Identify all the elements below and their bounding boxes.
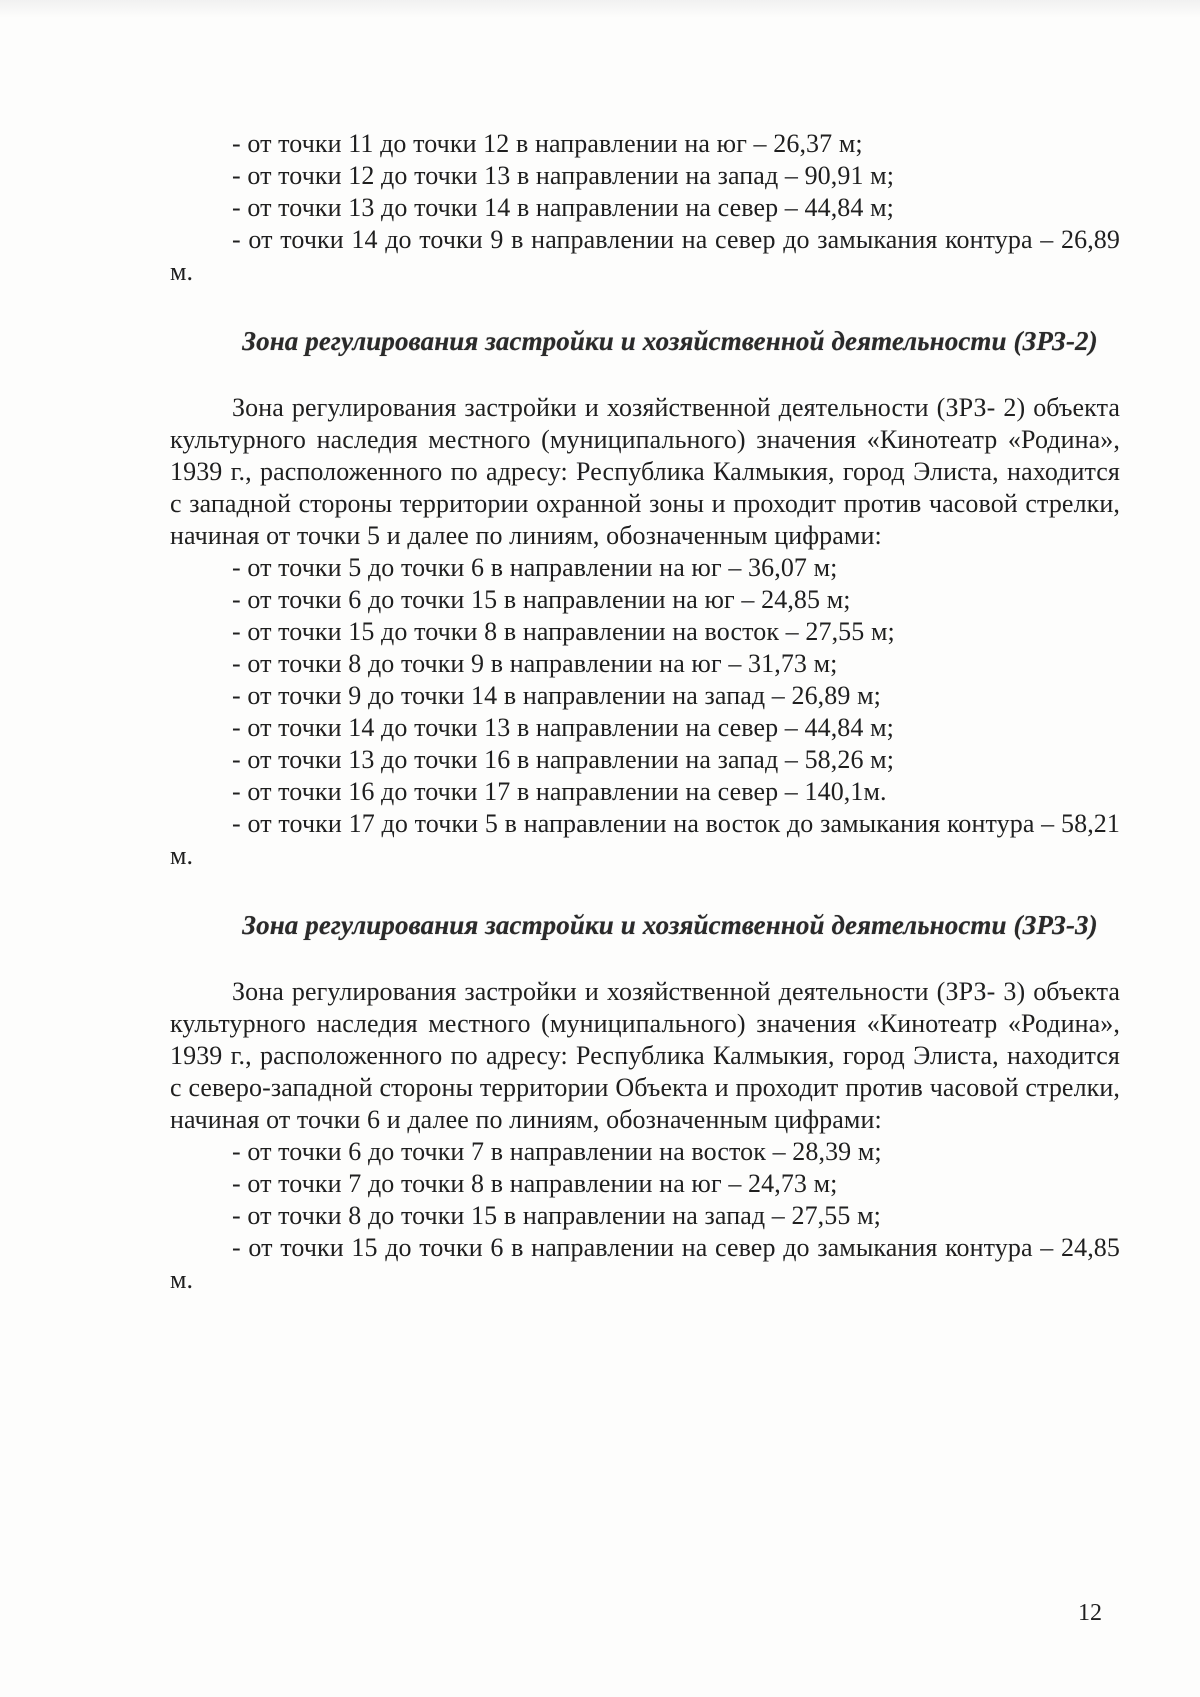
list-item: - от точки 14 до точки 9 в направлении на север до замыкания контура – 26,89 м. bbox=[170, 225, 1120, 286]
section2-heading: Зона регулирования застройки и хозяйственной деятельности (ЗРЗ-2) bbox=[242, 326, 1098, 356]
section3-list bbox=[170, 1136, 1120, 1296]
section2-paragraph: Зона регулирования застройки и хозяйственной деятельности (ЗРЗ- 2) объекта культурного наследия местного (муниципального) значения «Кинотеатр «Родина», 1939 г., расположенного по адресу: Республика Калмыкия, город Элиста, находится с западной стороны территории охранной зоны и проходит против часовой стрелки, начиная от точки 5 и далее по линиям, обозначенным цифрами: bbox=[170, 393, 1120, 550]
list-item: - от точки 8 до точки 15 в направлении на запад – 27,55 м; bbox=[232, 1201, 881, 1230]
list-item: - от точки 13 до точки 14 в направлении на север – 44,84 м; bbox=[232, 193, 894, 222]
section3-paragraph: Зона регулирования застройки и хозяйственной деятельности (ЗРЗ- 3) объекта культурного наследия местного (муниципального) значения «Кинотеатр «Родина», 1939 г., расположенного по адресу: Республика Калмыкия, город Элиста, находится с северо-западной стороны территории Объекта и проходит против часовой стрелки, начиная от точки 6 и далее по линиям, обозначенным цифрами: bbox=[170, 977, 1120, 1134]
list-item: - от точки 13 до точки 16 в направлении на запад – 58,26 м; bbox=[232, 745, 895, 774]
section2-list bbox=[170, 552, 1120, 872]
list-item: - от точки 6 до точки 7 в направлении на восток – 28,39 м; bbox=[232, 1137, 882, 1166]
section1-list bbox=[170, 128, 1120, 288]
list-item: - от точки 12 до точки 13 в направлении на запад – 90,91 м; bbox=[232, 161, 895, 190]
list-item: - от точки 11 до точки 12 в направлении на юг – 26,37 м; bbox=[232, 129, 863, 158]
list-item: - от точки 7 до точки 8 в направлении на юг – 24,73 м; bbox=[232, 1169, 838, 1198]
list-item: - от точки 5 до точки 6 в направлении на юг – 36,07 м; bbox=[232, 553, 838, 582]
list-item: - от точки 15 до точки 6 в направлении на север до замыкания контура – 24,85 м. bbox=[170, 1233, 1120, 1294]
scan-edge-shadow bbox=[0, 0, 1200, 18]
list-item: - от точки 16 до точки 17 в направлении на север – 140,1м. bbox=[232, 777, 887, 806]
list-item: - от точки 8 до точки 9 в направлении на юг – 31,73 м; bbox=[232, 649, 838, 678]
list-item: - от точки 15 до точки 8 в направлении на восток – 27,55 м; bbox=[232, 617, 895, 646]
document-body bbox=[170, 128, 1120, 1296]
page-number: 12 bbox=[1078, 1600, 1102, 1626]
list-item: - от точки 14 до точки 13 в направлении на север – 44,84 м; bbox=[232, 713, 894, 742]
list-item: - от точки 6 до точки 15 в направлении на юг – 24,85 м; bbox=[232, 585, 851, 614]
list-item: - от точки 9 до точки 14 в направлении на запад – 26,89 м; bbox=[232, 681, 881, 710]
list-item: - от точки 17 до точки 5 в направлении на восток до замыкания контура – 58,21 м. bbox=[170, 809, 1120, 870]
section3-heading: Зона регулирования застройки и хозяйственной деятельности (ЗРЗ-3) bbox=[242, 910, 1098, 940]
